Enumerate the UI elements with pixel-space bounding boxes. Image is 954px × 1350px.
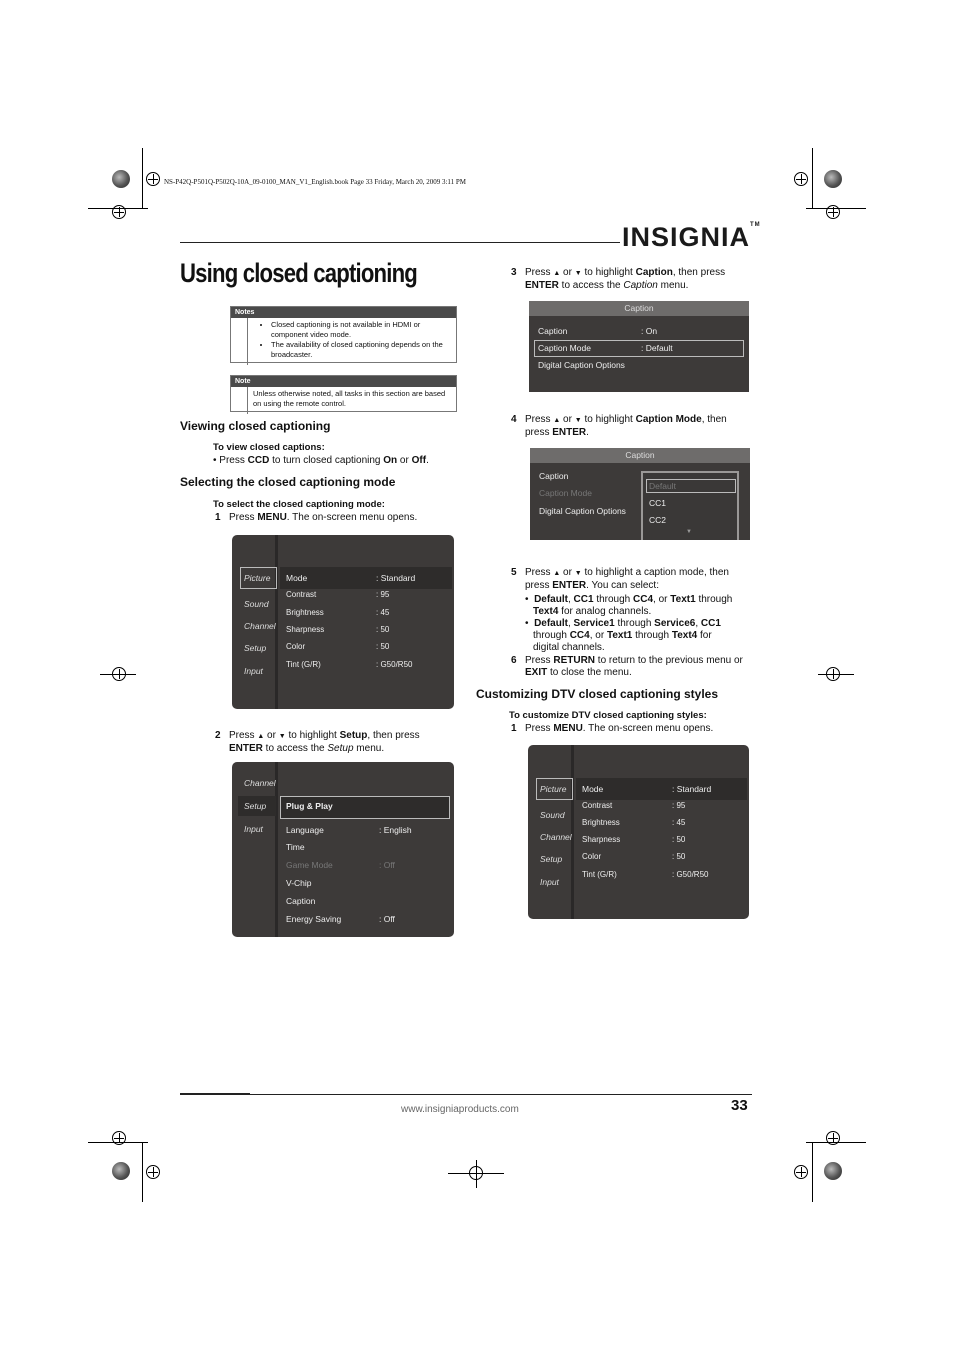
select-step-1: 1 Press MENU. The on-screen menu opens. [215,512,418,523]
crop-mark [142,148,143,208]
select-step-2: 2 Press ▲ or ▼ to highlight Setup, then press ENTER to access the Setup menu. [215,730,420,754]
subheading-customize: To customize DTV closed captioning styles: [509,710,707,721]
menu-row-label[interactable]: Digital Caption Options [538,360,625,370]
caption-step-6: 6 Press RETURN to return to the previous menu or EXIT to close the menu. [511,655,743,678]
registration-mark-icon [469,1166,483,1180]
notes-header: Notes [231,307,456,318]
menu-row-value: : On [641,326,658,336]
registration-mark-icon [794,1165,808,1179]
menu-row-label[interactable]: Contrast [286,590,317,599]
note-header: Note [231,376,456,387]
caption-mode-menu-panel [530,448,750,540]
registration-mark-icon [826,205,840,219]
registration-mark-icon [146,172,160,186]
menu-row-label[interactable]: V-Chip [286,878,312,888]
note-box [230,375,457,412]
subheading-view: To view closed captions: [213,442,325,453]
color-target-icon [112,170,130,188]
dropdown-option[interactable]: Default [649,481,676,491]
registration-mark-icon [112,205,126,219]
caption-menu-title: Caption [530,448,750,463]
menu-row-label[interactable]: Color [582,852,602,861]
menu-side-sound[interactable]: Sound [244,599,269,609]
down-arrow-icon: ▼ [278,733,286,740]
menu-row-value: : Standard [376,573,416,583]
menu-row-label[interactable]: Sharpness [286,625,325,634]
menu-row-value: : Default [641,343,673,353]
notes-body [247,318,456,365]
note-body: Unless otherwise noted, all tasks in this section are based on using the remote control. [247,387,456,414]
note-item: • Closed captioning is not available in HDMI or component video mode. [271,320,451,340]
menu-row-value: : 95 [672,801,686,810]
menu-row-value: : Off [379,914,395,924]
color-target-icon [824,170,842,188]
menu-row-label[interactable]: Caption Mode [538,343,591,353]
logo-text: INSIGNIA [622,222,751,252]
subheading-select: To select the closed captioning mode: [213,499,385,510]
menu-side-setup[interactable]: Setup [244,801,267,811]
down-arrow-icon: ▼ [574,417,582,424]
section-heading-customizing: Customizing DTV closed captioning styles [476,687,719,701]
insignia-logo [622,222,761,253]
view-bullet: • Press CCD to turn closed captioning On or Off. [213,455,429,466]
menu-side-input[interactable]: Input [540,877,559,887]
menu-row-value: : 50 [376,642,390,651]
menu-sidebar [232,762,278,937]
menu-row-label[interactable]: Caption [539,471,569,481]
menu-side-channel[interactable]: Channel [244,778,276,788]
menu-row-label[interactable]: Digital Caption Options [539,506,626,516]
registration-mark-icon [826,667,840,681]
caption-menu-panel [529,301,749,392]
menu-row-value: : G50/R50 [376,660,413,669]
menu-row-value: : 50 [376,625,390,634]
header-rule [180,242,620,243]
up-arrow-icon: ▲ [553,270,561,277]
menu-row-value: : English [379,825,412,835]
note-item: • The availability of closed captioning depends on the broadcaster. [271,340,451,360]
caption-step-5: 5 Press ▲ or ▼ to highlight a caption mode, then press ENTER. You can select: [511,567,729,591]
dropdown-option[interactable]: CC2 [649,515,667,525]
menu-side-input[interactable]: Input [244,824,263,834]
menu-row-label[interactable]: Color [286,642,306,651]
logo-tm: TM [750,222,761,228]
menu-side-channel[interactable]: Channel [540,832,572,842]
menu-row-label[interactable]: Language [286,825,324,835]
menu-row-label[interactable]: Brightness [286,608,324,617]
page-title: Using closed captioning [180,258,418,288]
menu-row-label[interactable]: Contrast [582,801,613,810]
menu-row-value: : 95 [376,590,390,599]
crop-mark [812,1142,813,1202]
page-number: 33 [731,1097,748,1114]
section-heading-selecting: Selecting the closed captioning mode [180,475,396,489]
menu-row-label-disabled: Game Mode [286,860,333,870]
up-arrow-icon: ▲ [257,733,265,740]
menu-row-value-disabled: : Off [379,860,395,870]
menu-row-plug-play[interactable]: Plug & Play [286,801,333,811]
menu-row-label[interactable]: Caption [538,326,568,336]
menu-row-label[interactable]: Energy Saving [286,914,342,924]
menu-row-value: : Standard [672,784,712,794]
menu-side-sound[interactable]: Sound [540,810,565,820]
step5-bullet-analog: • Default, CC1 through CC4, or Text1 through Text4 for analog channels. [525,594,733,617]
registration-mark-icon [794,172,808,186]
color-target-icon [112,1162,130,1180]
menu-row-label[interactable]: Sharpness [582,835,621,844]
menu-row-label[interactable]: Time [286,842,305,852]
menu-row-value: : 50 [672,852,686,861]
caption-mode-dropdown[interactable] [641,471,739,540]
crop-mark [142,1142,143,1202]
caption-menu-title: Caption [529,301,749,316]
menu-side-setup[interactable]: Setup [244,643,267,653]
dropdown-option[interactable]: CC1 [649,498,667,508]
menu-row-label[interactable]: Tint (G/R) [286,660,321,669]
menu-row-value: : G50/R50 [672,870,709,879]
menu-row-label[interactable]: Mode [582,784,604,794]
file-header: NS-P42Q-P501Q-P502Q-10A_09-0100_MAN_V1_English.book Page 33 Friday, March 20, 2009 3:11 PM [164,178,467,186]
up-arrow-icon: ▲ [553,417,561,424]
customize-step-1: 1 Press MENU. The on-screen menu opens. [511,723,714,734]
menu-row-label[interactable]: Caption [286,896,316,906]
footer-rule [180,1094,752,1095]
menu-side-picture[interactable]: Picture [244,573,271,583]
setup-menu-panel [232,762,454,937]
down-arrow-icon: ▼ [574,270,582,277]
picture-menu-panel [232,535,454,709]
footer-url[interactable]: www.insigniaproducts.com [401,1104,519,1115]
picture-menu-panel-2 [528,745,749,919]
menu-row-label[interactable]: Caption Mode [539,488,592,498]
menu-row-value: : 45 [672,818,686,827]
menu-row-label[interactable]: Mode [286,573,308,583]
crop-mark [812,148,813,208]
registration-mark-icon [146,1165,160,1179]
registration-mark-icon [112,1131,126,1145]
caption-step-3: 3 Press ▲ or ▼ to highlight Caption, then press ENTER to access the Caption menu. [511,267,726,291]
menu-row-label[interactable]: Brightness [582,818,620,827]
color-target-icon [824,1162,842,1180]
menu-side-channel[interactable]: Channel [244,621,276,631]
notes-box [230,306,457,363]
registration-mark-icon [826,1131,840,1145]
menu-side-input[interactable]: Input [244,666,263,676]
caption-step-4: 4 Press ▲ or ▼ to highlight Caption Mode, then press ENTER. [511,414,727,438]
menu-row-value: : 50 [672,835,686,844]
scroll-down-icon[interactable]: ▼ [686,529,692,535]
menu-row-value: : 45 [376,608,390,617]
menu-side-setup[interactable]: Setup [540,854,563,864]
down-arrow-icon: ▼ [574,570,582,577]
menu-row-label[interactable]: Tint (G/R) [582,870,617,879]
section-heading-viewing: Viewing closed captioning [180,419,331,433]
menu-side-picture[interactable]: Picture [540,784,567,794]
registration-mark-icon [112,667,126,681]
up-arrow-icon: ▲ [553,570,561,577]
step5-bullet-digital: • Default, Service1 through Service6, CC1 through CC4, or Text1 through Text4 for digital channels. [525,618,721,653]
